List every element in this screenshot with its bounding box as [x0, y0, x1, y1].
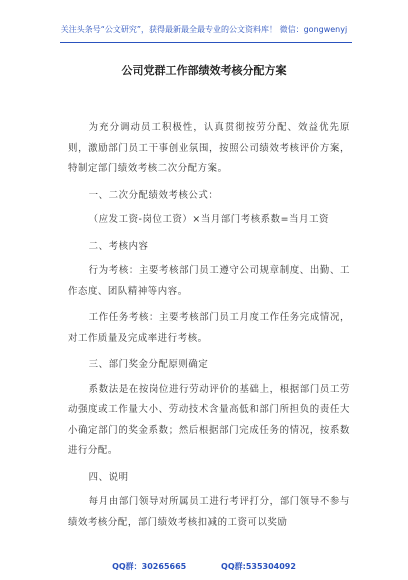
footer-qq-group-1: QQ群：30265665: [112, 562, 187, 571]
header-banner: 关注头条号“公文研究”，获得最新最全最专业的公文资料库！ 微信：gongwenyj: [60, 25, 348, 34]
header-divider: [60, 42, 352, 43]
section-heading-3: 三、部门奖金分配原则确定: [88, 359, 209, 370]
section-heading-2: 二、考核内容: [88, 240, 149, 252]
paragraph-notes: 每月由部门领导对所属员工进行考评打分，部门领导不参与绩效考核分配，部门绩效考核扣减的工资可以奖励: [68, 496, 350, 528]
footer-qq-group-2: QQ群:535304092: [221, 562, 296, 571]
paragraph-behavior-assessment: 行为考核：主要考核部门员工遵守公司规章制度、出勤、工作态度、团队精神等内容。: [68, 265, 350, 297]
document-body: [68, 118, 350, 539]
footer-contact: [0, 561, 408, 572]
paragraph-coefficient-method: 系数法是在按岗位进行劳动评价的基础上，根据部门员工劳动强度或工作量大小、劳动技术含量高低和部门所担负的责任大小确定部门的奖金系数；然后根据部门完成任务的情况，按系数进行分配。: [68, 383, 350, 456]
document-title: 公司党群工作部绩效考核分配方案: [121, 64, 287, 77]
section-heading-1: 一、二次分配绩效考核公式：: [88, 189, 219, 201]
paragraph-formula: （应发工资-岗位工资）×当月部门考核系数=当月工资: [88, 214, 330, 225]
section-heading-4: 四、说明: [88, 471, 129, 483]
paragraph-intro: 为充分调动员工积极性，认真贯彻按劳分配、效益优先原则，激励部门员工干事创业氛围，按照公司绩效考核评价方案，特制定部门绩效考核二次分配方案。: [68, 122, 350, 174]
paragraph-task-assessment: 工作任务考核：主要考核部门员工月度工作任务完成情况，对工作质量及完成率进行考核。: [68, 312, 350, 344]
